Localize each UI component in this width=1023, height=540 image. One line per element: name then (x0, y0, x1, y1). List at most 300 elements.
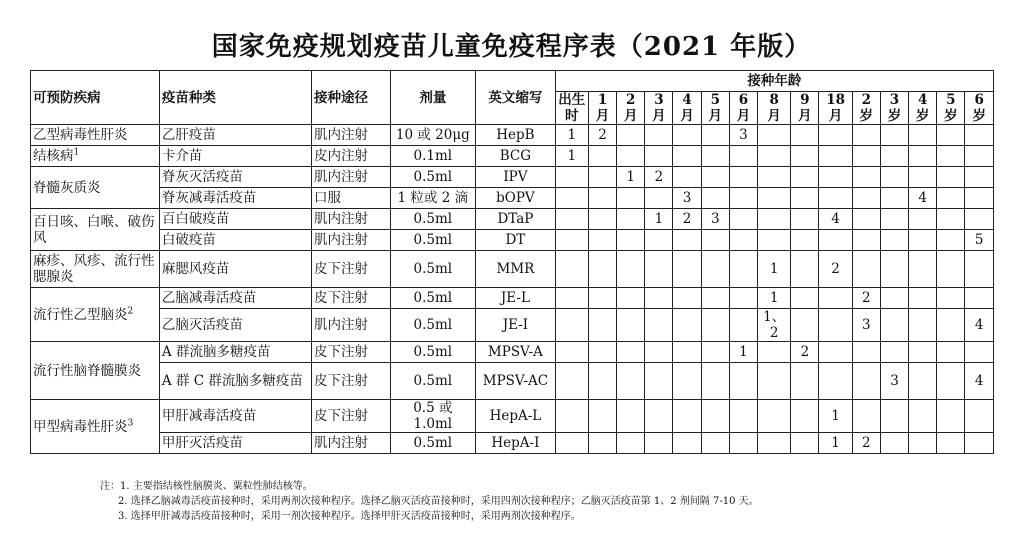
table-row (31, 251, 994, 288)
age-value: 2 (626, 92, 636, 108)
age-header (645, 92, 673, 125)
dose-cell (645, 363, 673, 400)
age-header (880, 92, 908, 125)
table-row (31, 342, 994, 363)
dose-cell (852, 309, 880, 342)
table-row (31, 230, 994, 251)
table-row (31, 146, 994, 167)
dose-cell (701, 146, 729, 167)
dose-cell (758, 146, 791, 167)
disease-name (31, 288, 160, 342)
dose-cell (729, 288, 757, 309)
dose-number: 1 (831, 408, 840, 424)
header-dose: 剂量 (390, 71, 476, 125)
header-age-group: 接种年龄 (555, 71, 993, 92)
dose-cell (791, 188, 819, 209)
dose-cell (937, 209, 965, 230)
dose-cell (673, 400, 701, 433)
dose-cell (555, 125, 588, 146)
disease-label: 麻疹、风疹、流行性腮腺炎 (33, 253, 155, 285)
age-header (758, 92, 791, 125)
dose-cell (588, 167, 616, 188)
dose-cell (819, 251, 852, 288)
dose-cell (555, 400, 588, 433)
dose-cell (937, 125, 965, 146)
dose-cell (673, 363, 701, 400)
dose-cell (588, 188, 616, 209)
disease-name (31, 125, 160, 146)
dose-cell (852, 209, 880, 230)
table-row (31, 209, 994, 230)
dose-cell (617, 363, 645, 400)
dose-cell (819, 209, 852, 230)
dose-cell (617, 167, 645, 188)
dose-cell (729, 209, 757, 230)
dose-cell (758, 188, 791, 209)
dose-cell (819, 188, 852, 209)
english-abbreviation: DT (476, 230, 556, 251)
age-unit: 岁 (859, 108, 874, 124)
dose-number: 1 (626, 169, 635, 185)
dose-cell (645, 309, 673, 342)
dose: 0.5ml (390, 167, 476, 188)
dose: 0.5ml (390, 363, 476, 400)
english-abbreviation: JE-I (476, 309, 556, 342)
dose-cell (937, 230, 965, 251)
dose-number: 5 (974, 232, 984, 248)
dose: 0.5ml (390, 288, 476, 309)
age-unit: 月 (652, 108, 666, 124)
dose-cell (937, 146, 965, 167)
dose-cell (937, 251, 965, 288)
age-value: 5 (710, 92, 720, 108)
english-abbreviation: bOPV (476, 188, 556, 209)
dose-cell (673, 230, 701, 251)
disease-label: 乙型病毒性肝炎 (33, 127, 128, 143)
dose-cell (965, 288, 994, 309)
dose-cell (758, 125, 791, 146)
dose-cell (758, 363, 791, 400)
dose-cell (909, 251, 937, 288)
english-abbreviation: MMR (476, 251, 556, 288)
dose-cell (937, 363, 965, 400)
dose-cell (758, 251, 791, 288)
dose-number: 1 (739, 344, 748, 360)
dose-cell (852, 433, 880, 454)
age-header (555, 92, 588, 125)
dose-cell (701, 251, 729, 288)
dose-cell (673, 167, 701, 188)
route: 皮下注射 (311, 251, 390, 288)
dose-cell (909, 167, 937, 188)
table-row (31, 125, 994, 146)
dose-cell (729, 342, 757, 363)
dose-cell (965, 342, 994, 363)
age-unit: 月 (767, 108, 781, 124)
dose-cell (880, 209, 908, 230)
dose-cell (673, 342, 701, 363)
dose-cell (758, 309, 791, 342)
dose: 10 或 20μg (390, 125, 476, 146)
dose-cell (701, 167, 729, 188)
dose-number: 2 (598, 127, 607, 143)
dose-cell (673, 251, 701, 288)
dose-cell (588, 125, 616, 146)
dose-cell (880, 288, 908, 309)
dose-cell (673, 125, 701, 146)
age-unit: 岁 (944, 108, 958, 124)
disease-name (31, 167, 160, 209)
dose-cell (965, 209, 994, 230)
age-value: 4 (917, 92, 928, 108)
age-value: 8 (769, 92, 779, 108)
dose-cell (588, 251, 616, 288)
disease-label: 脊髓灰质炎 (33, 179, 101, 196)
vaccine-name: 甲肝减毒活疫苗 (159, 400, 311, 433)
dose: 0.1ml (390, 146, 476, 167)
dose-cell (729, 400, 757, 433)
age-unit: 时 (565, 108, 579, 124)
dose-cell (617, 209, 645, 230)
dose-number: 1 (769, 290, 779, 306)
dose-cell (758, 433, 791, 454)
dose-cell (673, 209, 701, 230)
age-unit: 月 (680, 108, 694, 124)
vaccine-name: A 群 C 群流脑多糖疫苗 (159, 363, 311, 400)
dose-cell (758, 209, 791, 230)
dose-cell (791, 167, 819, 188)
dose-number: 2 (800, 344, 810, 360)
dose-cell (819, 400, 852, 433)
age-value: 2 (861, 92, 871, 108)
vaccine-name: A 群流脑多糖疫苗 (159, 342, 311, 363)
dose-number: 1 (831, 435, 840, 451)
dose-number: 3 (682, 190, 692, 206)
age-value: 3 (889, 92, 900, 108)
route: 口服 (311, 188, 390, 209)
dose-cell (617, 251, 645, 288)
dose-cell (673, 433, 701, 454)
disease-name (31, 400, 160, 454)
dose-cell (791, 309, 819, 342)
table-row (31, 309, 994, 342)
dose-cell (645, 288, 673, 309)
age-value: 3 (654, 92, 664, 108)
dose-cell (617, 230, 645, 251)
dose-cell (852, 400, 880, 433)
footnote-3: 3. 选择甲肝减毒活疫苗接种时，采用一剂次接种程序。选择甲肝灭活疫苗接种时，采用两剂次接种程序。 (118, 511, 581, 522)
dose-cell (819, 363, 852, 400)
route: 肌内注射 (311, 209, 390, 230)
dose-cell (617, 146, 645, 167)
dose-cell (909, 288, 937, 309)
disease-label: 甲型病毒性肝炎 (33, 418, 128, 435)
dose-cell (645, 342, 673, 363)
dose-cell (701, 400, 729, 433)
dose-cell (673, 146, 701, 167)
route: 皮下注射 (311, 342, 390, 363)
dose-cell (645, 209, 673, 230)
dose-cell (588, 363, 616, 400)
dose-number: 2 (862, 435, 871, 451)
dose: 0.5ml (390, 251, 476, 288)
age-header (588, 92, 616, 125)
immunization-schedule-table (30, 70, 994, 454)
age-unit: 月 (623, 108, 638, 124)
dose-cell (758, 167, 791, 188)
dose-cell (555, 230, 588, 251)
vaccine-name: 百白破疫苗 (159, 209, 311, 230)
dose-cell (791, 146, 819, 167)
dose-cell (758, 342, 791, 363)
route: 肌内注射 (311, 125, 390, 146)
table-row (31, 400, 994, 433)
vaccine-name: 乙肝疫苗 (159, 125, 311, 146)
dose-cell (965, 433, 994, 454)
disease-name (31, 209, 160, 251)
route: 肌内注射 (311, 309, 390, 342)
dose-number: 1 (654, 211, 664, 227)
dose-cell (937, 167, 965, 188)
dose-number: 2 (682, 211, 692, 227)
english-abbreviation: HepA-L (476, 400, 556, 433)
dose-cell (701, 309, 729, 342)
dose: 0.5 或 1.0ml (390, 400, 476, 433)
dose-cell (965, 309, 994, 342)
dose-cell (645, 146, 673, 167)
age-value: 1 (597, 92, 608, 108)
dose-cell (617, 188, 645, 209)
dose-cell (937, 433, 965, 454)
page-title: 国家免疫规划疫苗儿童免疫程序表（2021 年版） (211, 32, 812, 62)
table-row (31, 363, 994, 400)
age-value: 5 (946, 92, 956, 108)
dose-cell (645, 167, 673, 188)
dose-cell (909, 125, 937, 146)
dose-cell (819, 167, 852, 188)
dose-cell (965, 363, 994, 400)
dose-number: 4 (974, 373, 984, 389)
dose-cell (909, 209, 937, 230)
dose-number: 4 (831, 211, 840, 227)
dose-cell (701, 342, 729, 363)
table-row (31, 167, 994, 188)
dose-number: 3 (739, 127, 748, 143)
dose-cell (701, 209, 729, 230)
dose-cell (819, 288, 852, 309)
dose-cell (880, 363, 908, 400)
dose: 0.5ml (390, 309, 476, 342)
age-value: 6 (738, 92, 749, 108)
dose-cell (880, 146, 908, 167)
dose-cell (555, 288, 588, 309)
dose-cell (701, 188, 729, 209)
english-abbreviation: HepA-I (476, 433, 556, 454)
header-route: 接种途径 (311, 71, 390, 125)
header-disease: 可预防疾病 (31, 71, 160, 125)
dose-cell (852, 288, 880, 309)
dose-cell (729, 230, 757, 251)
dose-cell (880, 167, 908, 188)
dose-cell (729, 188, 757, 209)
age-unit: 月 (828, 108, 843, 124)
age-header (673, 92, 701, 125)
english-abbreviation: BCG (476, 146, 556, 167)
dose-cell (791, 125, 819, 146)
dose-cell (645, 188, 673, 209)
age-unit: 岁 (887, 108, 902, 124)
dose-cell (729, 125, 757, 146)
dose-cell (617, 125, 645, 146)
age-header (791, 92, 819, 125)
table-row (31, 188, 994, 209)
dose-cell (555, 342, 588, 363)
dose-cell (729, 167, 757, 188)
dose-cell (909, 309, 937, 342)
dose-cell (791, 433, 819, 454)
age-header (819, 92, 852, 125)
dose-number: 4 (918, 190, 927, 206)
dose-cell (758, 288, 791, 309)
dose-cell (880, 188, 908, 209)
dose-cell (791, 251, 819, 288)
dose-cell (729, 363, 757, 400)
dose-cell (701, 363, 729, 400)
dose-cell (645, 125, 673, 146)
dose-cell (758, 230, 791, 251)
dose: 1 粒或 2 滴 (390, 188, 476, 209)
dose-cell (880, 251, 908, 288)
dose-cell (819, 230, 852, 251)
disease-name (31, 342, 160, 400)
dose-cell (729, 251, 757, 288)
dose-cell (852, 230, 880, 251)
dose-cell (555, 251, 588, 288)
dose-cell (617, 400, 645, 433)
dose-cell (965, 400, 994, 433)
footnote-1: 注：1. 主要指结核性脑膜炎、粟粒性肺结核等。 (100, 481, 313, 492)
dose-number: 1 (567, 127, 577, 143)
disease-label: 流行性脑脊髓膜炎 (33, 362, 141, 379)
dose-number: 2 (831, 261, 840, 277)
dose-cell (965, 230, 994, 251)
dose-number: 3 (890, 373, 899, 389)
dose-cell (937, 188, 965, 209)
route: 皮下注射 (311, 400, 390, 433)
header-abbr: 英文缩写 (476, 71, 556, 125)
dose-cell (909, 342, 937, 363)
dose-cell (909, 433, 937, 454)
dose-cell (588, 400, 616, 433)
dose-cell (852, 342, 880, 363)
vaccine-name: 乙脑灭活疫苗 (159, 309, 311, 342)
dose-cell (729, 433, 757, 454)
dose-cell (880, 342, 908, 363)
route: 肌内注射 (311, 167, 390, 188)
dose-cell (555, 188, 588, 209)
dose-cell (852, 125, 880, 146)
age-unit: 月 (595, 108, 610, 124)
dose-cell (645, 251, 673, 288)
dose-cell (965, 167, 994, 188)
dose-cell (555, 363, 588, 400)
vaccine-name: 脊灰灭活疫苗 (159, 167, 311, 188)
disease-label: 结核病 (33, 148, 74, 164)
vaccine-name: 乙脑减毒活疫苗 (159, 288, 311, 309)
dose-cell (937, 400, 965, 433)
dose-number: 4 (974, 317, 984, 333)
age-value: 出生 (558, 92, 586, 108)
age-unit: 月 (708, 108, 723, 124)
age-value: 18 (826, 92, 845, 108)
dose-cell (588, 230, 616, 251)
dose-cell (965, 188, 994, 209)
dose-cell (617, 288, 645, 309)
vaccine-name: 甲肝灭活疫苗 (159, 433, 311, 454)
footnote-marker: 1 (73, 147, 80, 158)
age-header (729, 92, 757, 125)
english-abbreviation: DTaP (476, 209, 556, 230)
dose-cell (555, 209, 588, 230)
dose-cell (645, 230, 673, 251)
dose-cell (701, 230, 729, 251)
dose-cell (852, 251, 880, 288)
age-unit: 月 (798, 108, 812, 124)
dose-cell (729, 309, 757, 342)
footnote-2: 2. 选择乙脑减毒活疫苗接种时，采用两剂次接种程序。选择乙脑灭活疫苗接种时，采用四剂次接种程序；乙脑灭活疫苗第 1、2 剂间隔 7-10 天。 (118, 496, 759, 507)
dose-cell (852, 363, 880, 400)
header-vaccine: 疫苗种类 (159, 71, 311, 125)
dose-cell (588, 342, 616, 363)
dose-number: 2 (862, 290, 871, 306)
dose-cell (791, 230, 819, 251)
route: 皮内注射 (311, 146, 390, 167)
dose: 0.5ml (390, 433, 476, 454)
dose-cell (555, 309, 588, 342)
dose: 0.5ml (390, 209, 476, 230)
route: 肌内注射 (311, 230, 390, 251)
table-row (31, 288, 994, 309)
age-value: 6 (974, 92, 984, 108)
dose-cell (937, 342, 965, 363)
age-value: 4 (682, 92, 692, 108)
dose-cell (909, 146, 937, 167)
dose-cell (645, 400, 673, 433)
route: 皮下注射 (311, 363, 390, 400)
footnotes (100, 479, 1000, 524)
table-row (31, 433, 994, 454)
vaccine-name: 卡介苗 (159, 146, 311, 167)
dose-cell (791, 342, 819, 363)
dose-cell (880, 400, 908, 433)
age-value: 9 (800, 92, 810, 108)
english-abbreviation: HepB (476, 125, 556, 146)
disease-label: 百日咳、白喉、破伤风 (33, 213, 155, 246)
dose-cell (909, 188, 937, 209)
english-abbreviation: JE-L (476, 288, 556, 309)
vaccine-name: 白破疫苗 (159, 230, 311, 251)
dose: 0.5ml (390, 342, 476, 363)
age-header (937, 92, 965, 125)
dose-cell (701, 125, 729, 146)
english-abbreviation: MPSV-A (476, 342, 556, 363)
dose-number: 2 (654, 169, 664, 185)
dose-cell (852, 146, 880, 167)
dose-cell (555, 146, 588, 167)
dose-cell (673, 309, 701, 342)
dose-cell (588, 209, 616, 230)
dose-cell (617, 433, 645, 454)
